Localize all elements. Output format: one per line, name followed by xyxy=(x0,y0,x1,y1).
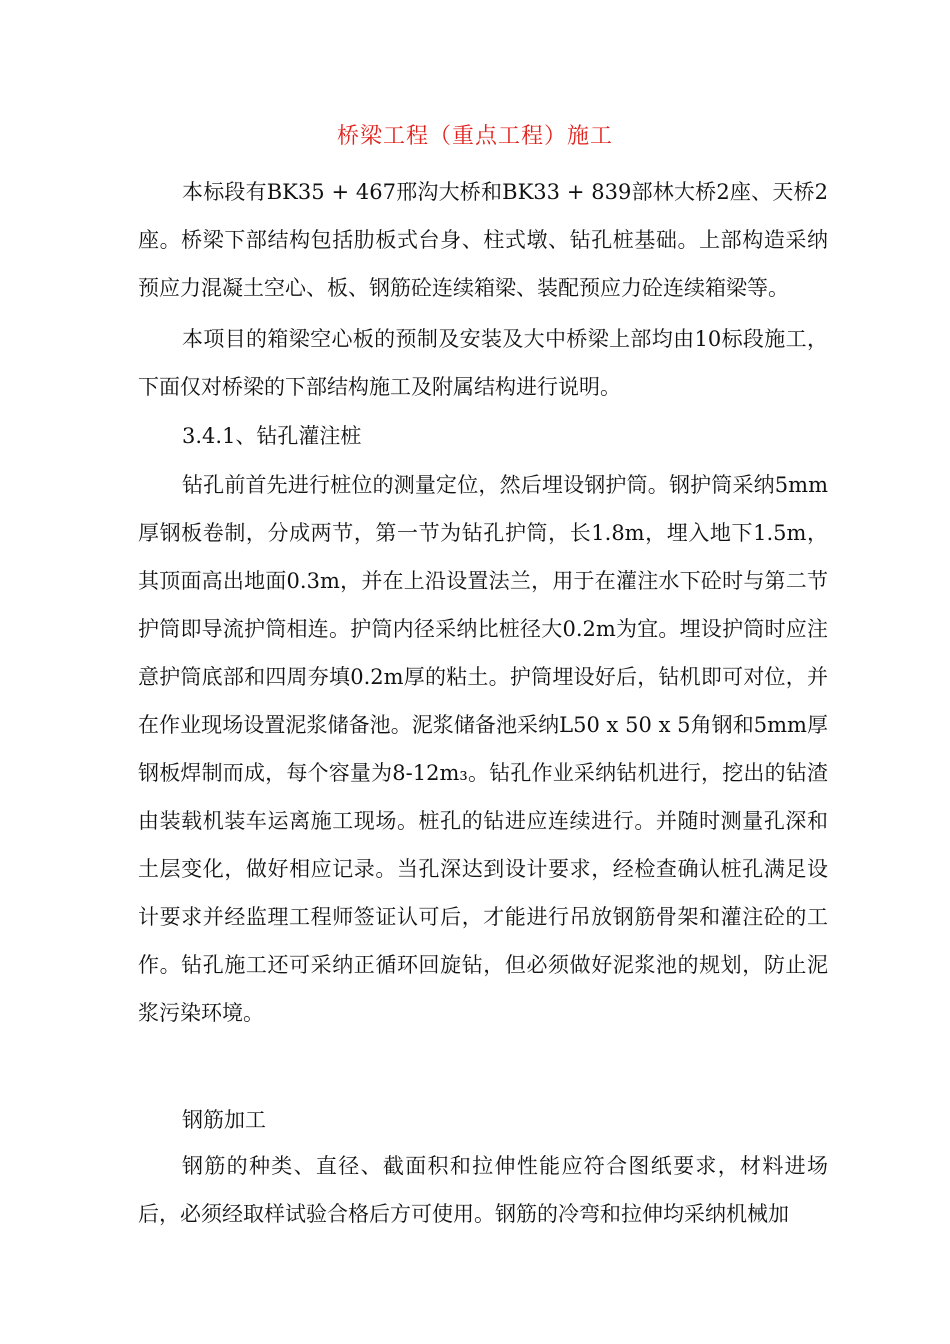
paragraph-scope: 本项目的箱梁空心板的预制及安装及大中桥梁上部均由10标段施工，下面仅对桥梁的下部结构施工及附属结构进行说明。 xyxy=(138,327,828,399)
paragraph-intro: 本标段有BK35 + 467邢沟大桥和BK33 + 839部林大桥2座、天桥2座。桥梁下部结构包括肋板式台身、柱式墩、钻孔桩基础。上部构造采纳预应力混凝土空心、板、钢筋砼连续箱梁、装配预应力砼连续箱梁等。 xyxy=(138,180,828,300)
paragraph-bored-piles: 钻孔前首先进行桩位的测量定位，然后埋设钢护筒。钢护筒采纳5mm厚钢板卷制，分成两节，第一节为钻孔护筒，长1.8m，埋入地下1.5m，其顶面高出地面0.3m，并在上沿设置法兰，用于在灌注水下砼时与第二节护筒即导流护筒相连。护筒内径采纳比桩径大0.2m为宜。埋设护筒时应注意护筒底部和四周夯填0.2m厚的粘土。护筒埋设好后，钻机即可对位，并在作业现场设置泥浆储备池。泥浆储备池采纳L50 x 50 x 5角钢和5mm厚钢板焊制而成，每个容量为8-12m₃。钻孔作业采纳钻机进行，挖出的钻渣由装载机装车运离施工现场。桩孔的钻进应连续进行。并随时测量孔深和土层变化，做好相应记录。当孔深达到设计要求，经检查确认桩孔满足设计要求并经监理工程师签证认可后，才能进行吊放钢筋骨架和灌注砼的工作。钻孔施工还可采纳正循环回旋钻，但必须做好泥浆池的规划，防止泥浆污染环境。 xyxy=(138,473,828,1025)
section-heading-rebar: 钢筋加工 xyxy=(182,1108,266,1132)
document-title: 桥梁工程（重点工程）施工 xyxy=(336,124,613,149)
section-heading-bored-piles: 3.4.1、钻孔灌注桩 xyxy=(182,424,362,448)
paragraph-rebar: 钢筋的种类、直径、截面积和拉伸性能应符合图纸要求，材料进场后，必须经取样试验合格后方可使用。钢筋的冷弯和拉伸均采纳机械加 xyxy=(138,1154,828,1226)
